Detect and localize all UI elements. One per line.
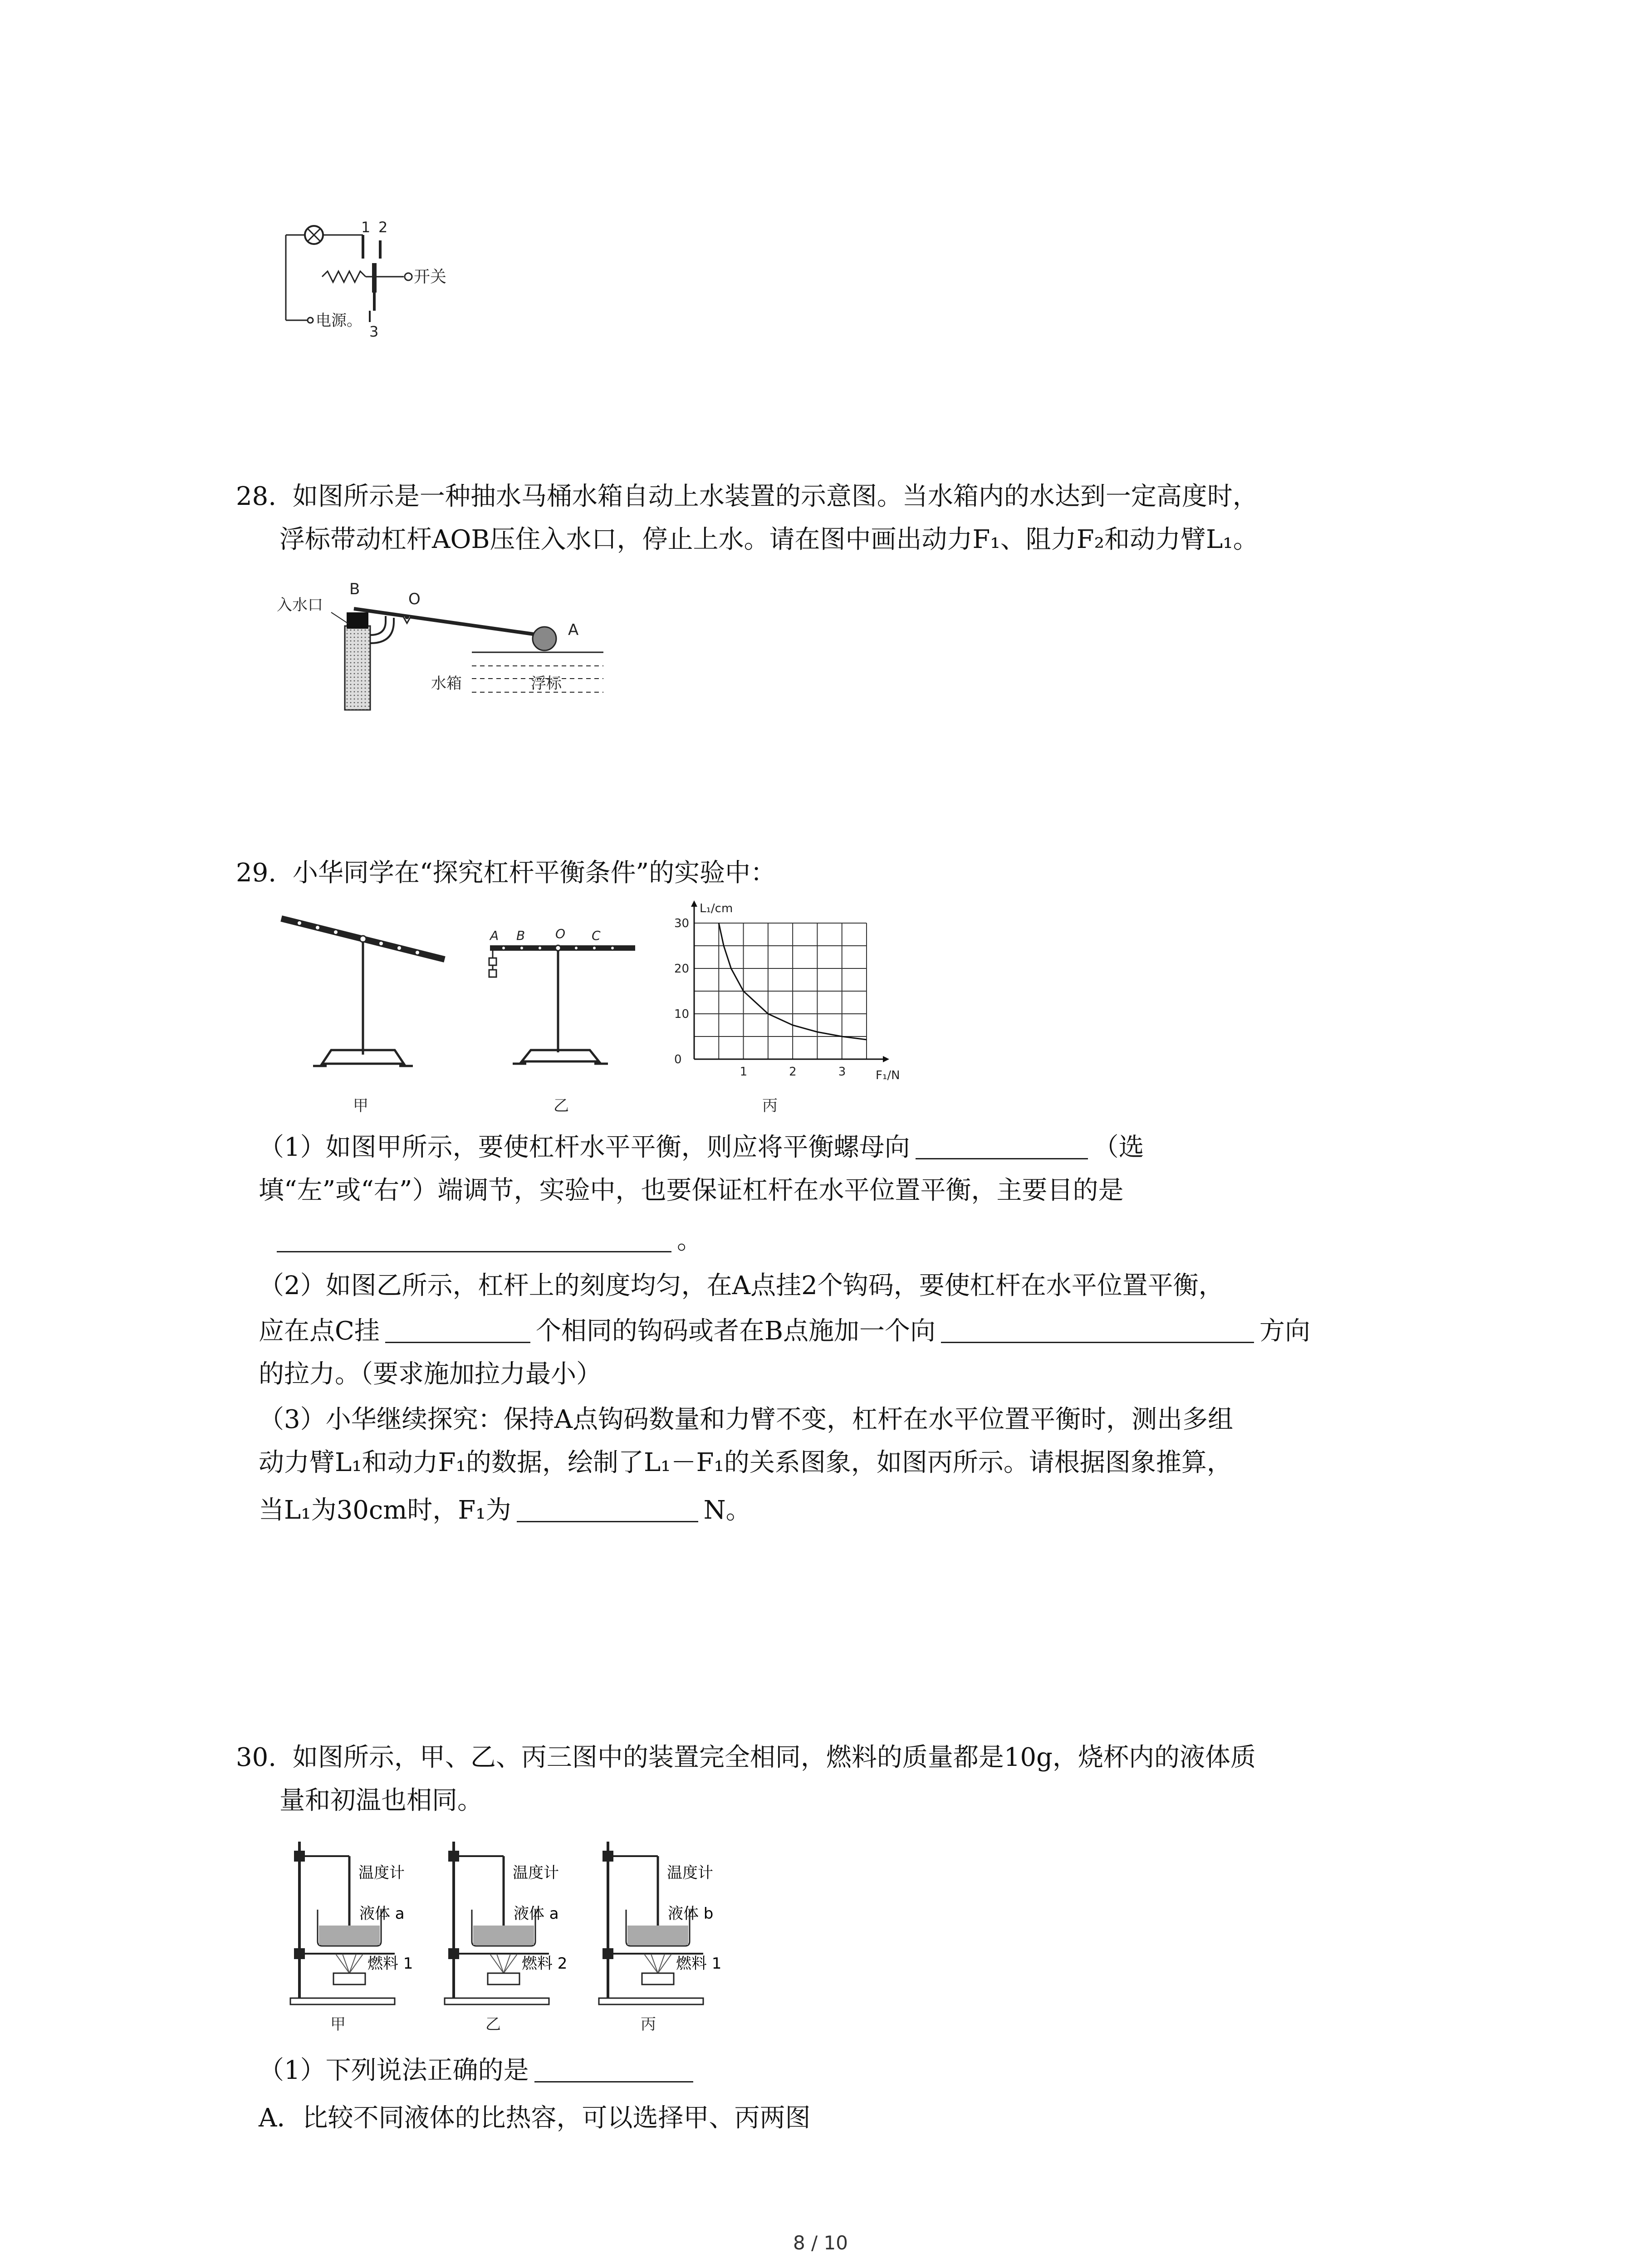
pin-1-label: 1 xyxy=(361,219,371,236)
yi-liquid-label: 液体 a xyxy=(514,1905,559,1923)
pin-3-label: 3 xyxy=(369,323,379,340)
q29-p1-text-a: （1）如图甲所示，要使杠杆水平平衡，则应将平衡螺母向 xyxy=(259,1133,910,1162)
float-label: 浮标 xyxy=(531,675,562,693)
q29-blank-5[interactable] xyxy=(517,1494,698,1522)
q29-p2-line-e xyxy=(259,1354,602,1390)
q30-p1-line xyxy=(259,2050,699,2087)
bing-thermo-label: 温度计 xyxy=(667,1864,713,1882)
q29-p3-line-b xyxy=(259,1442,1232,1479)
q28-line-1 xyxy=(236,476,1258,513)
q29-line-1 xyxy=(236,853,776,889)
pin-2-label: 2 xyxy=(378,219,388,236)
q29-p2-text-b: 应在点C挂 xyxy=(259,1316,380,1346)
point-A-label: A xyxy=(568,621,579,639)
q30-line-2 xyxy=(279,1780,483,1817)
q30-blank-1[interactable] xyxy=(534,2054,693,2082)
bing-liquid-label: 液体 b xyxy=(668,1905,714,1923)
jia-liquid-label: 液体 a xyxy=(359,1905,405,1923)
figure-27-circuit xyxy=(272,213,508,342)
q30-option-a: A．比较不同液体的比热容，可以选择甲、丙两图 xyxy=(259,2103,811,2133)
q30-option-a-line xyxy=(259,2098,810,2134)
q29-intro: 小华同学在“探究杠杆平衡条件”的实验中： xyxy=(292,858,776,888)
figure-bing-label: 丙 xyxy=(762,1097,778,1115)
figure-30-bing-apparatus xyxy=(590,1833,744,2016)
q29-p2-text-e: 的拉力。（要求施加拉力最小） xyxy=(259,1359,602,1389)
q29-p3-line-c xyxy=(259,1490,751,1526)
q30-number: 30. xyxy=(236,1743,277,1772)
q29-p1-text-d: 。 xyxy=(677,1226,702,1255)
jia-fuel-label: 燃料 1 xyxy=(367,1955,413,1973)
q29-blank-1[interactable] xyxy=(916,1131,1088,1159)
x-tick-label: 2 xyxy=(789,1065,797,1079)
q30-text-1: 如图所示，甲、乙、丙三图中的装置完全相同，燃料的质量都是10g，烧杯内的液体质 xyxy=(292,1743,1256,1772)
q29-number: 29. xyxy=(236,858,277,888)
q30-figure-yi-label: 乙 xyxy=(485,2015,501,2033)
q29-p2-text-a: （2）如图乙所示，杠杆上的刻度均匀，在A点挂2个钩码，要使杠杆在水平位置平衡， xyxy=(259,1271,1224,1300)
switch-label: 开关 xyxy=(414,268,447,286)
q30-p1-text: （1）下列说法正确的是 xyxy=(259,2056,529,2085)
figure-yi-label: 乙 xyxy=(554,1097,569,1115)
q29-blank-3[interactable] xyxy=(385,1315,530,1343)
point-B-label: B xyxy=(349,580,360,598)
q29-p1-line-a xyxy=(259,1127,1144,1163)
inlet-label: 入水口 xyxy=(277,596,323,614)
yi-point-O: O xyxy=(555,926,566,941)
q29-p2-line-a xyxy=(259,1266,1224,1302)
q29-p2-line-b xyxy=(259,1311,1310,1347)
figure-28-toilet-tank xyxy=(277,567,612,719)
figure-30-jia-apparatus xyxy=(281,1833,436,2016)
q29-p3-text-a: （3）小华继续探究：保持A点钩码数量和力臂不变，杠杆在水平位置平衡时，测出多组 xyxy=(259,1405,1234,1434)
point-O-label: O xyxy=(408,590,421,608)
x-tick-label: 3 xyxy=(838,1065,846,1079)
y-axis-label: L₁/cm xyxy=(700,902,733,915)
q30-figure-jia-label: 甲 xyxy=(330,2015,346,2033)
jia-thermo-label: 温度计 xyxy=(358,1864,405,1882)
yi-thermo-label: 温度计 xyxy=(513,1864,559,1882)
figure-jia-label: 甲 xyxy=(353,1097,368,1115)
figure-30-yi-apparatus xyxy=(436,1833,590,2016)
tank-label: 水箱 xyxy=(431,675,462,693)
q29-p3-text-b: 动力臂L₁和动力F₁的数据，绘制了L₁－F₁的关系图象，如图丙所示。请根据图象推算， xyxy=(259,1448,1232,1477)
q30-text-2: 量和初温也相同。 xyxy=(279,1786,483,1815)
q28-text-2: 浮标带动杠杆AOB压住入水口，停止上水。请在图中画出动力F₁、阻力F₂和动力臂L₁。 xyxy=(279,525,1259,554)
x-tick-label: 1 xyxy=(740,1065,748,1079)
yi-point-C: C xyxy=(592,928,601,943)
q28-text-1: 如图所示是一种抽水马桶水箱自动上水装置的示意图。当水箱内的水达到一定高度时， xyxy=(292,482,1258,511)
q28-line-2 xyxy=(279,519,1259,556)
q29-p2-text-d: 方向 xyxy=(1259,1316,1311,1346)
q30-line-1 xyxy=(236,1737,1256,1774)
q29-p3-text-d: N。 xyxy=(703,1496,751,1525)
yi-point-B: B xyxy=(516,928,525,943)
figure-29-bing-chart xyxy=(662,896,907,1088)
figure-29-jia-lever xyxy=(272,900,463,1093)
x-axis-arrow xyxy=(883,1056,889,1062)
l1-f1-chart xyxy=(662,896,907,1086)
q29-p3-line-a xyxy=(259,1399,1233,1436)
power-label: 电源。 xyxy=(316,312,362,330)
q29-p1-text-b: （选 xyxy=(1093,1133,1144,1162)
q30-figure-bing-label: 丙 xyxy=(641,2015,656,2033)
yi-point-A: A xyxy=(490,928,499,943)
q29-p1-line-d xyxy=(259,1220,702,1256)
yi-fuel-label: 燃料 2 xyxy=(522,1955,568,1973)
x-axis-label: F₁/N xyxy=(876,1069,900,1082)
q29-p1-line-c xyxy=(259,1170,1124,1207)
q29-blank-4[interactable] xyxy=(941,1315,1254,1343)
q28-number: 28. xyxy=(236,482,277,511)
y-tick-label: 10 xyxy=(674,1007,690,1021)
q29-p1-text-c: 填“左”或“右”）端调节，实验中，也要保证杠杆在水平位置平衡，主要目的是 xyxy=(259,1176,1124,1205)
page-number: 8 / 10 xyxy=(793,2232,848,2254)
y-tick-label: 30 xyxy=(674,917,690,930)
y-axis-arrow xyxy=(691,900,697,907)
q29-blank-2[interactable] xyxy=(277,1224,671,1252)
y-tick-label: 0 xyxy=(674,1053,682,1066)
q29-p3-text-c: 当L₁为30cm时，F₁为 xyxy=(259,1496,511,1525)
figure-29-yi-lever xyxy=(476,916,649,1090)
q29-p2-text-c: 个相同的钩码或者在B点施加一个向 xyxy=(535,1316,936,1346)
bing-fuel-label: 燃料 1 xyxy=(676,1955,722,1973)
y-tick-label: 20 xyxy=(674,962,690,976)
